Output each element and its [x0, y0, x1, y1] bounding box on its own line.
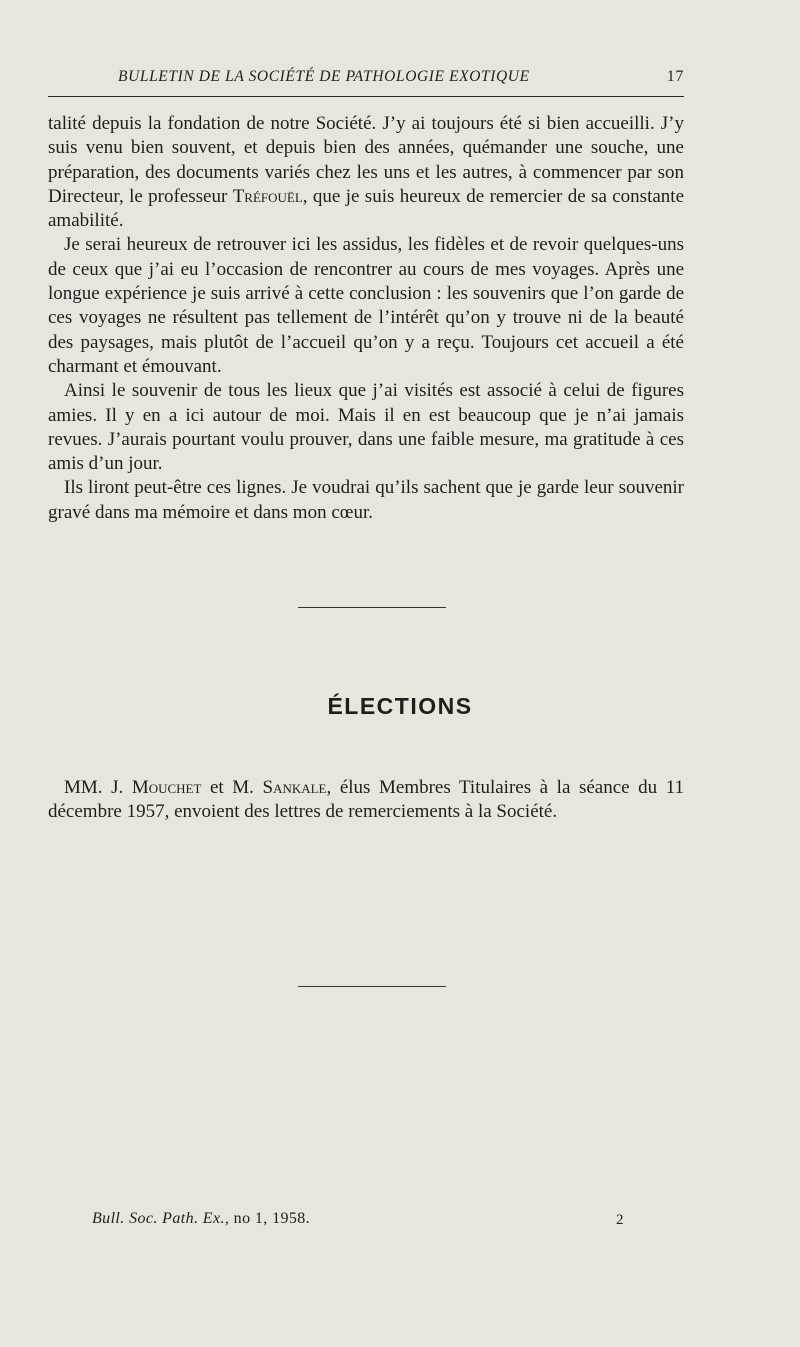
paragraph-1: [48, 112, 684, 233]
paragraph-4: Ils liront peut-être ces lignes. Je voudrai qu’ils sachent que je garde leur souvenir gravé dans ma mémoire et dans mon cœur.: [48, 477, 684, 523]
section-title-elections: ÉLECTIONS: [327, 693, 473, 719]
paragraph-3: Ainsi le souvenir de tous les lieux que j’ai visités est associé à celui de figures amies. Il y en a ici autour de moi. Mais il en est beaucoup que je n’ai jamais revues. J’aurais pourtant voulu prouver, dans une faible mesure, ma gratitude à ces amis d’un jour.: [48, 380, 684, 475]
running-title: BULLETIN DE LA SOCIÉTÉ DE PATHOLOGIE EXOTIQUE: [118, 68, 530, 85]
paragraph-1-text-b: , que je suis heureux de remercier de sa constante amabilité.: [48, 185, 684, 232]
section-separator-end: [298, 986, 446, 987]
paragraph-2: Je serai heureux de retrouver ici les assidus, les fidèles et de revoir quelques-uns de ceux que j’ai eu l’occasion de rencontrer au cours de mes voyages. Après une longue expérience je suis arrivé à cette conclusion : les souvenirs que l’on garde de ces voyages ne résultent pas tellement de l’intérêt qu’on y trouve ni de la beauté des paysages, mais plutôt de l’accueil qu’on y a reçu. Toujours cet accueil a été charmant et émouvant.: [48, 234, 684, 377]
elections-body: [48, 776, 684, 825]
person-name-trefouel: Tréfouël: [232, 185, 303, 207]
header-rule: [48, 96, 684, 97]
journal-citation: [92, 1210, 310, 1228]
article-body: [48, 112, 684, 525]
journal-abbrev: Bull. Soc. Path. Ex.,: [92, 1210, 230, 1227]
person-name-mouchet: Mouchet: [131, 777, 202, 798]
page-number: 17: [666, 68, 684, 85]
signature-mark: 2: [616, 1212, 624, 1228]
paragraph-1-text-a: talité depuis la fondation de notre Société. J’y ai toujours été si bien accueilli. J’y suis venu bien souvent, et depuis bien des années, quémander une souche, une préparation, des documents variés chez les uns et les autres, à commencer par son Directeur, le professeur: [48, 113, 684, 207]
issue-info: no 1, 1958.: [233, 1210, 311, 1227]
elections-mid: et M.: [201, 777, 263, 798]
elections-rest: , élus Membres Titulaires à la séance du 11 décembre 1957, envoient des lettres de remerciements à la Société.: [48, 777, 685, 823]
elections-paragraph: [48, 776, 684, 825]
person-name-sankale: Sankale: [262, 777, 327, 798]
section-separator: [298, 607, 446, 608]
elections-prefix: MM. J.: [64, 777, 132, 798]
